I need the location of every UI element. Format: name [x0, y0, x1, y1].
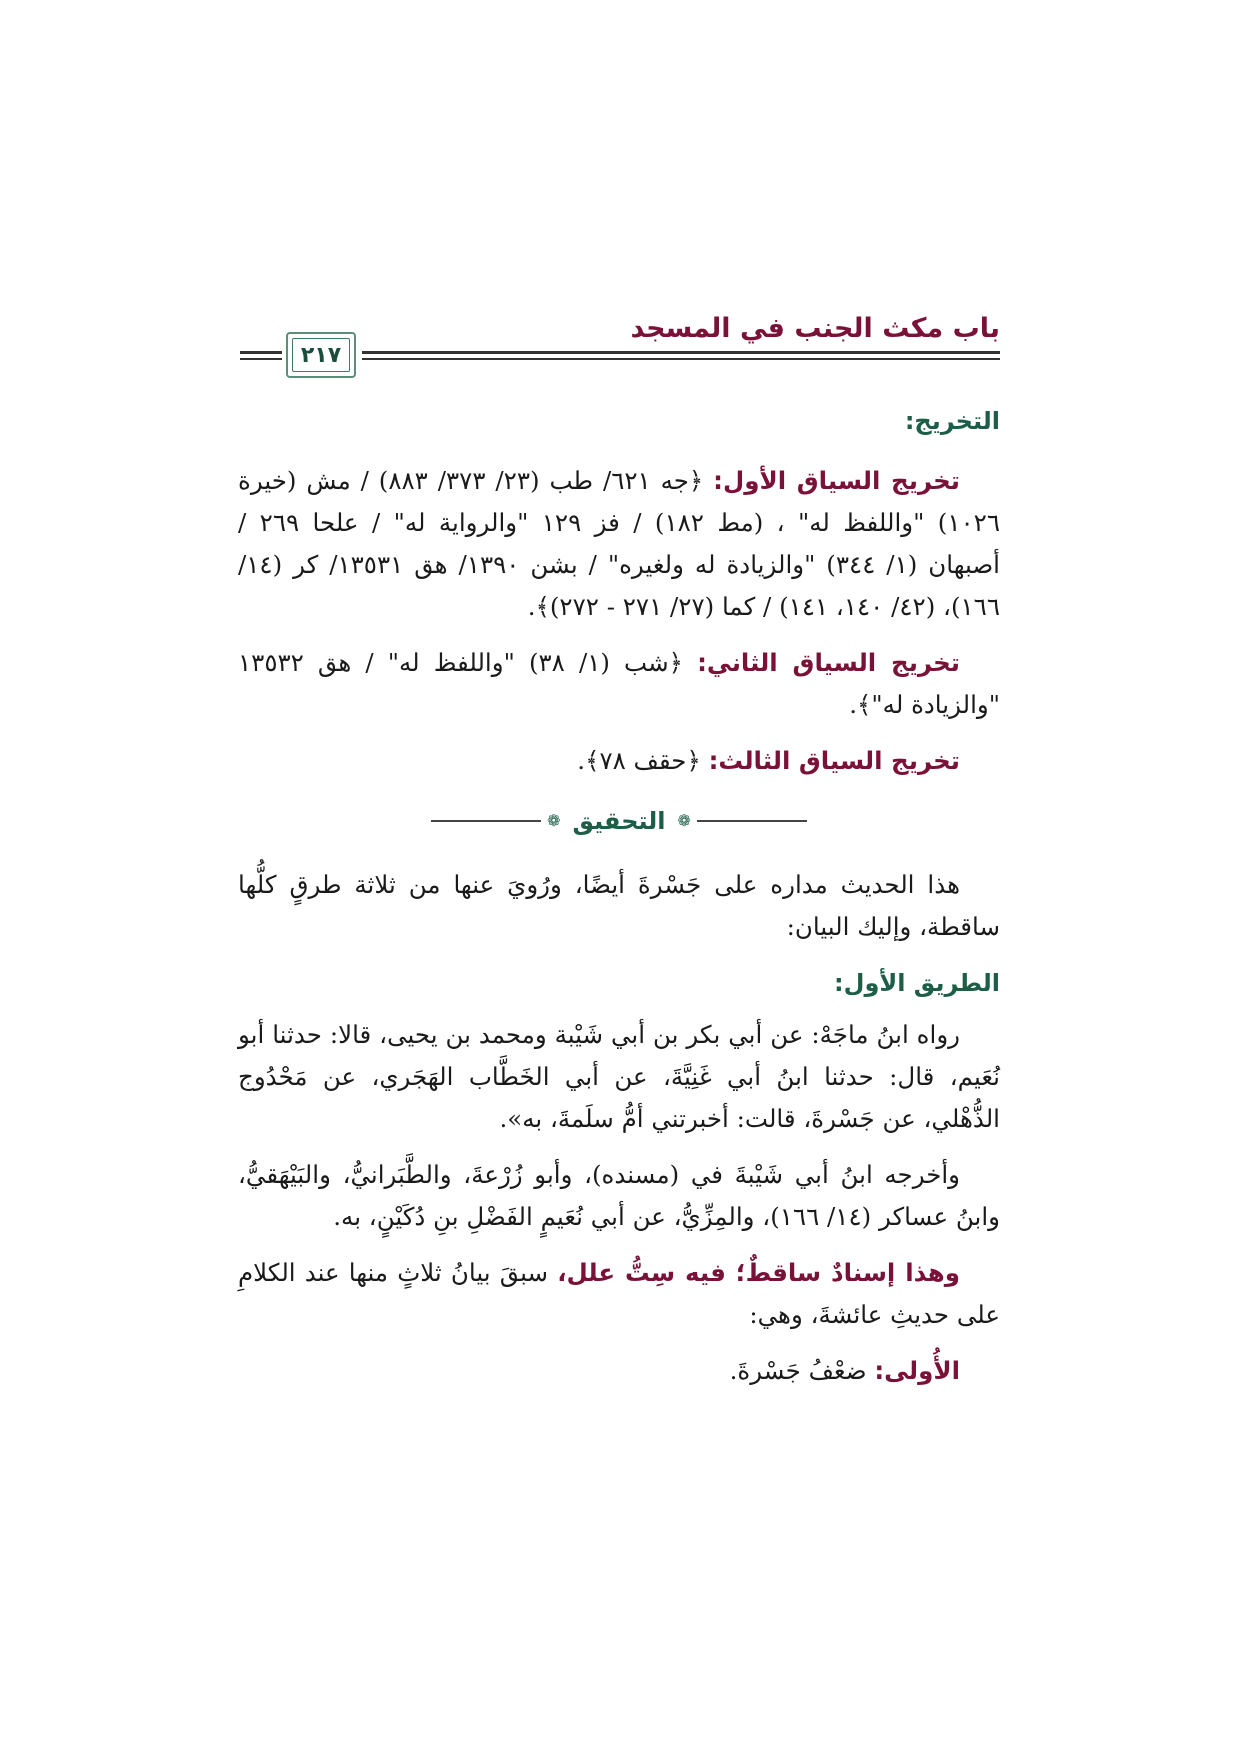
takhrij-third	[238, 740, 1000, 782]
takhrij-first-text: ﴿جه ٦٢١/ طب (٢٣/ ٣٧٣/ ٨٨٣) / مش (خيرة ١٠٢٦) "واللفظ له" ، (مط ١٨٢) / فز ١٢٩ "والرواية له" / علحا ٢٦٩ / أصبهان (١/ ٣٤٤) "والزيادة له ولغيره" / بشن ١٣٩٠/ هق ١٣٥٣١/ كر (١٤/ ١٦٦)، (٤٢/ ١٤٠، ١٤١) / كما (٢٧/ ٢٧١ - ٢٧٢)﴾.	[238, 466, 1000, 621]
paragraph-1: رواه ابنُ ماجَهْ: عن أبي بكر بن أبي شَيْبة ومحمد بن يحيى، قالا: حدثنا أبو نُعَيم، قال: حدثنا ابنُ أبي غَنِيَّةَ، عن أبي الخَطَّاب الهَجَري، عن مَحْدُوج الذُّهْلي، عن جَسْرةَ، قالت: أخبرتني أمُّ سلَمةَ، به».	[238, 1020, 1000, 1133]
takhrij-second-text: ﴿شب (١/ ٣٨) "واللفظ له" / هق ١٣٥٣٢ "والزيادة له"﴾.	[238, 648, 1000, 719]
takhrij-first	[238, 460, 1000, 628]
paragraph-2: وأخرجه ابنُ أبي شَيْبةَ في (مسنده)، وأبو زُرْعةَ، والطَّبَرانيُّ، والبَيْهَقيُّ، وابنُ عساكر (١٤/ ١٦٦)، والمِزِّيُّ، عن أبي نُعَيمٍ الفَضْلِ بنِ دُكَيْنٍ، به.	[238, 1160, 1000, 1231]
paragraph-3	[238, 1252, 1000, 1336]
takhrij-second	[238, 642, 1000, 726]
first-flaw-text: ضعْفُ جَسْرةَ.	[729, 1356, 875, 1385]
divider-ornament-left: ❁	[547, 811, 561, 830]
chapter-title: باب مكث الجنب في المسجد	[630, 313, 1000, 344]
tahqiq-intro: هذا الحديث مداره على جَسْرةَ أيضًا، ورُويَ عنها من ثلاثة طرقٍ كلُّها ساقطة، وإليك البيان:	[238, 870, 1000, 941]
takhrij-third-label: تخريج السياق الثالث:	[708, 746, 960, 775]
paragraph-3-rest: سبقَ بيانُ ثلاثٍ منها عند الكلامِ على حديثِ عائشةَ، وهي:	[238, 1258, 1000, 1329]
header-rule-right-thin	[362, 358, 1000, 360]
header-rule-left-thin	[240, 358, 282, 360]
tahqiq-heading: التحقيق	[572, 807, 666, 835]
page-number-badge	[286, 332, 356, 378]
divider-ornament-right: ❁	[677, 811, 691, 830]
page-number: ٢١٧	[300, 342, 342, 368]
header-rule-left	[240, 351, 282, 354]
divider-line-right	[697, 820, 807, 822]
first-flaw-label: الأُولى:	[874, 1356, 960, 1385]
divider-line-left	[431, 820, 541, 822]
first-path-heading: الطريق الأول:	[834, 969, 1000, 997]
first-flaw	[238, 1350, 1000, 1392]
takhrij-second-label: تخريج السياق الثاني:	[697, 648, 960, 677]
paragraph-3-bold: وهذا إسنادٌ ساقطٌ؛ فيه سِتُّ علل،	[557, 1258, 960, 1287]
takhrij-heading: التخريج:	[904, 407, 1000, 435]
takhrij-first-label: تخريج السياق الأول:	[713, 466, 960, 495]
takhrij-third-text: ﴿حقف ٧٨﴾.	[577, 746, 701, 775]
tahqiq-divider	[238, 800, 1000, 842]
header-rule-right	[362, 351, 1000, 354]
page-content	[238, 400, 1000, 1392]
